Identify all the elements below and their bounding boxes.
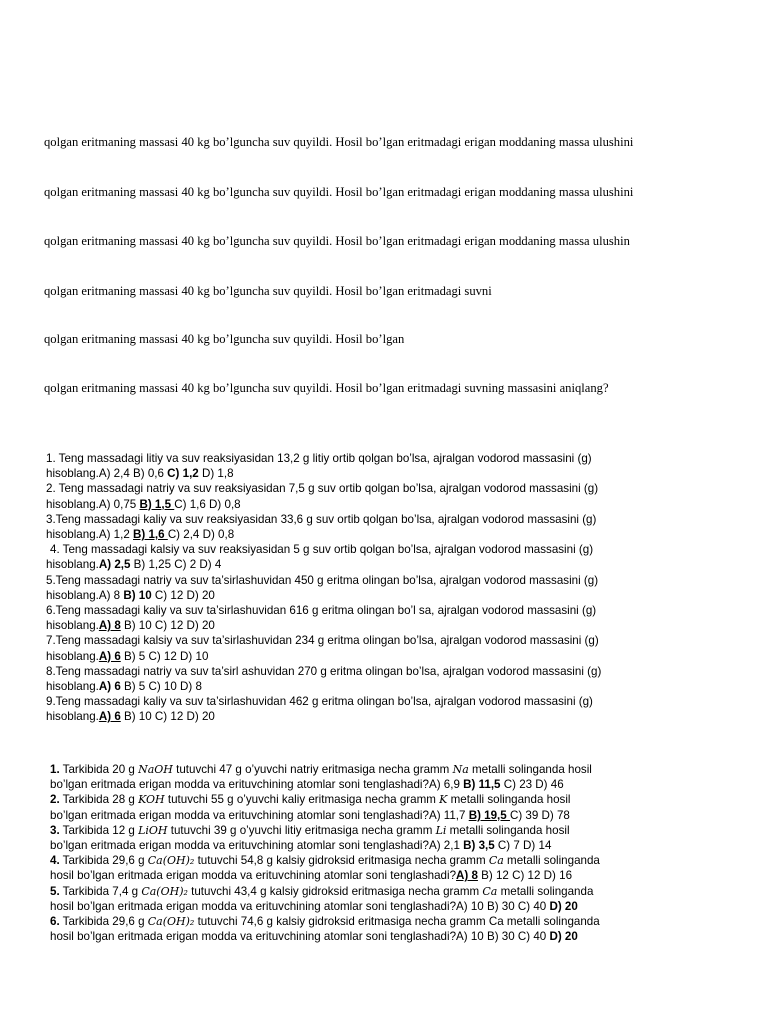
formula: Ca(OH)₂ — [147, 915, 195, 929]
answer-options: C) 12 D) 20 — [151, 588, 215, 602]
text: metalli solinganda hosil — [447, 793, 571, 807]
formula: Ca — [488, 854, 504, 868]
answer-options: bo’lgan eritmada erigan modda va erituvchining atomlar soni tenglashadi?A) 11,7 — [50, 808, 469, 822]
question-7 — [46, 633, 736, 663]
formula: KOH — [138, 793, 165, 807]
question-number: 2. — [50, 793, 60, 807]
question-text: 3.Teng massadagi kaliy va suv reaksiyasidan 33,6 g suv ortib qolgan bo’lsa, ajralgan vodorod massasini (g) — [46, 512, 597, 526]
repeated-line-6: qolgan eritmaning massasi 40 kg bo’lguncha suv quyildi. Hosil bo’lgan eritmadagi suvning massasini aniqlang? — [44, 381, 609, 395]
answer-options: B) 5 C) 12 D) 10 — [120, 649, 209, 663]
question-number: 1. — [50, 763, 60, 776]
answer-options: hisoblang.A) 8 — [46, 588, 124, 602]
question-4 — [46, 542, 736, 572]
answer-line — [50, 929, 740, 944]
answer-options: hisoblang. — [46, 649, 99, 663]
formula: Li — [435, 823, 447, 837]
question-1 — [46, 451, 736, 481]
answer-line — [50, 777, 740, 792]
correct-answer: A) 6 — [98, 680, 121, 694]
answer-line — [46, 679, 736, 694]
question-2 — [46, 481, 736, 511]
question-6 — [50, 914, 740, 944]
correct-answer: A) 6 — [98, 649, 121, 663]
answer-line — [46, 709, 736, 724]
answer-options: C) 39 D) 78 — [509, 808, 570, 822]
correct-answer: B) 3,5 — [463, 839, 495, 853]
text: tutuvchi 74,6 g kalsiy gidroksid eritmasiga necha gramm Ca metalli solinganda — [194, 915, 600, 929]
question-text: 8.Teng massadagi natriy va suv ta’sirl ashuvidan 270 g eritma olingan bo’lsa, ajralgan vodorod massasini (g) — [46, 664, 602, 678]
answer-options: bo’lgan eritmada erigan modda va erituvchining atomlar soni tenglashadi?A) 2,1 — [50, 839, 464, 853]
question-number: 3. — [50, 823, 60, 837]
correct-answer: B) 1,5 — [139, 497, 175, 511]
correct-answer: A) 6 — [98, 710, 121, 724]
question-4 — [50, 853, 740, 883]
text: Tarkibida 20 g — [59, 763, 139, 776]
question-text: 4. Teng massadagi kalsiy va suv reaksiyasidan 5 g suv ortib qolgan bo’lsa, ajralgan vodorod massasini (g) — [50, 543, 594, 557]
question-text — [50, 823, 740, 838]
question-6 — [46, 603, 736, 633]
answer-line — [46, 618, 736, 633]
answer-options: hosil bo’lgan eritmada erigan modda va erituvchining atomlar soni tenglashadi? — [50, 869, 457, 883]
text: Tarkibida 29,6 g — [59, 854, 148, 868]
text: tutuvchi 47 g o’yuvchi natriy eritmasiga necha gramm — [172, 763, 453, 776]
answer-line — [46, 497, 736, 512]
answer-options: B) 5 C) 10 D) 8 — [120, 680, 202, 694]
answer-line — [50, 808, 740, 823]
text: tutuvchi 54,8 g kalsiy gidroksid eritmasiga necha gramm — [194, 854, 489, 868]
question-5 — [50, 884, 740, 914]
text: metalli solinganda — [497, 884, 594, 898]
formula: NaOH — [138, 763, 173, 776]
answer-options: B) 10 C) 12 D) 20 — [120, 619, 215, 633]
section-hydrogen-questions — [46, 451, 736, 725]
text: Tarkibida 7,4 g — [59, 884, 142, 898]
question-number: 6. — [50, 915, 60, 929]
answer-options: B) 1,25 C) 2 D) 4 — [130, 558, 222, 572]
correct-answer: D) 20 — [549, 930, 578, 944]
correct-answer: B) 1,6 — [133, 528, 168, 542]
text: metalli solinganda hosil — [468, 763, 592, 776]
question-text — [50, 792, 740, 807]
repeated-line-1: qolgan eritmaning massasi 40 kg bo’lguncha suv quyildi. Hosil bo’lgan eritmadagi erigan moddaning massa ulushini — [44, 135, 634, 149]
answer-line — [50, 838, 740, 853]
answer-options: hisoblang.A) 2,4 B) 0,6 — [46, 467, 168, 481]
question-text: 5.Teng massadagi natriy va suv ta’sirlashuvidan 450 g eritma olingan bo’lsa, ajralgan vodorod massasini (g) — [46, 573, 599, 587]
correct-answer: C) 1,2 — [167, 467, 199, 481]
repeated-line-4: qolgan eritmaning massasi 40 kg bo’lguncha suv quyildi. Hosil bo’lgan eritmadagi suvni — [44, 284, 492, 298]
correct-answer: B) 10 — [123, 588, 152, 602]
answer-options: C) 7 D) 14 — [494, 839, 552, 853]
repeated-line-5: qolgan eritmaning massasi 40 kg bo’lguncha suv quyildi. Hosil bo’lgan — [44, 332, 405, 346]
formula: Ca — [482, 884, 498, 898]
answer-options: C) 1,6 D) 0,8 — [174, 497, 241, 511]
question-text — [50, 853, 740, 868]
question-text — [50, 762, 740, 777]
correct-answer: B) 19,5 — [468, 808, 510, 822]
text: metalli solinganda hosil — [446, 823, 570, 837]
correct-answer: D) 20 — [549, 899, 578, 913]
answer-options: hisoblang. — [46, 710, 99, 724]
question-number: 4. — [50, 854, 60, 868]
formula: Na — [452, 763, 469, 776]
text: Tarkibida 12 g — [59, 823, 139, 837]
answer-line — [46, 527, 736, 542]
question-text — [50, 884, 740, 899]
answer-line — [46, 649, 736, 664]
text: metalli solinganda — [503, 854, 600, 868]
question-1 — [50, 762, 740, 792]
text: tutuvchi 55 g o’yuvchi kaliy eritmasiga necha gramm — [164, 793, 440, 807]
question-text: 9.Teng massadagi kaliy va suv ta’sirlashuvidan 462 g eritma olingan bo’lsa, ajralgan vodorod massasini (g) — [46, 695, 593, 709]
answer-options: hisoblang.A) 1,2 — [46, 528, 134, 542]
answer-options: C) 23 D) 46 — [500, 778, 564, 792]
answer-options: hosil bo’lgan eritmada erigan modda va erituvchining atomlar soni tenglashadi?A) 10 B) 30 C) 40 — [50, 899, 550, 913]
question-text: 2. Teng massadagi natriy va suv reaksiyasidan 7,5 g suv ortib qolgan bo’lsa, ajralgan vodorod massasini (g) — [46, 482, 599, 496]
correct-answer: B) 11,5 — [463, 778, 501, 792]
correct-answer: A) 2,5 — [98, 558, 131, 572]
formula: Ca(OH)₂ — [147, 854, 195, 868]
formula: K — [439, 793, 448, 807]
question-3 — [46, 512, 736, 542]
text: tutuvchi 39 g o’yuvchi litiy eritmasiga necha gramm — [167, 823, 436, 837]
question-text — [50, 914, 740, 929]
correct-answer: A) 8 — [98, 619, 121, 633]
question-2 — [50, 792, 740, 822]
question-text: 1. Teng massadagi litiy va suv reaksiyasidan 13,2 g litiy ortib qolgan bo’lsa, ajralgan vodorod massasini (g) — [46, 452, 592, 465]
answer-line — [50, 899, 740, 914]
answer-options: hisoblang. — [46, 619, 99, 633]
correct-answer: A) 8 — [456, 869, 478, 883]
text: Tarkibida 28 g — [59, 793, 139, 807]
answer-line — [50, 868, 740, 883]
text: Tarkibida 29,6 g — [59, 915, 148, 929]
answer-options: hisoblang. — [46, 680, 99, 694]
question-3 — [50, 823, 740, 853]
answer-options: D) 1,8 — [198, 467, 234, 481]
answer-line — [46, 557, 736, 572]
question-text: 6.Teng massadagi kaliy va suv ta’sirlashuvidan 616 g eritma olingan bo’l sa, ajralgan vodorod massasini (g) — [46, 604, 597, 618]
question-5 — [46, 573, 736, 603]
answer-options: B) 12 C) 12 D) 16 — [477, 869, 573, 883]
answer-options: bo’lgan eritmada erigan modda va erituvchining atomlar soni tenglashadi?A) 6,9 — [50, 778, 464, 792]
answer-options: C) 2,4 D) 0,8 — [167, 528, 235, 542]
answer-line — [46, 588, 736, 603]
question-number: 5. — [50, 884, 60, 898]
formula: Ca(OH)₂ — [141, 884, 188, 898]
question-9 — [46, 694, 736, 724]
question-text: 7.Teng massadagi kalsiy va suv ta’sirlashuvidan 234 g eritma olingan bo’lsa, ajralgan vodorod massasini (g) — [46, 634, 599, 648]
answer-options: B) 10 C) 12 D) 20 — [120, 710, 215, 724]
answer-options: hisoblang. — [46, 558, 99, 572]
section-atoms-questions — [50, 762, 740, 944]
answer-options: hisoblang.A) 0,75 — [46, 497, 140, 511]
answer-line — [46, 466, 736, 481]
repeated-line-2: qolgan eritmaning massasi 40 kg bo’lguncha suv quyildi. Hosil bo’lgan eritmadagi erigan moddaning massa ulushini — [44, 185, 634, 199]
formula: LiOH — [138, 823, 168, 837]
question-8 — [46, 664, 736, 694]
answer-options: hosil bo’lgan eritmada erigan modda va erituvchining atomlar soni tenglashadi?A) 10 B) 30 C) 40 — [50, 930, 550, 944]
repeated-line-3: qolgan eritmaning massasi 40 kg bo’lguncha suv quyildi. Hosil bo’lgan eritmadagi erigan moddaning massa ulushin — [44, 234, 630, 248]
text: tutuvchi 43,4 g kalsiy gidroksid eritmasiga necha gramm — [187, 884, 483, 898]
